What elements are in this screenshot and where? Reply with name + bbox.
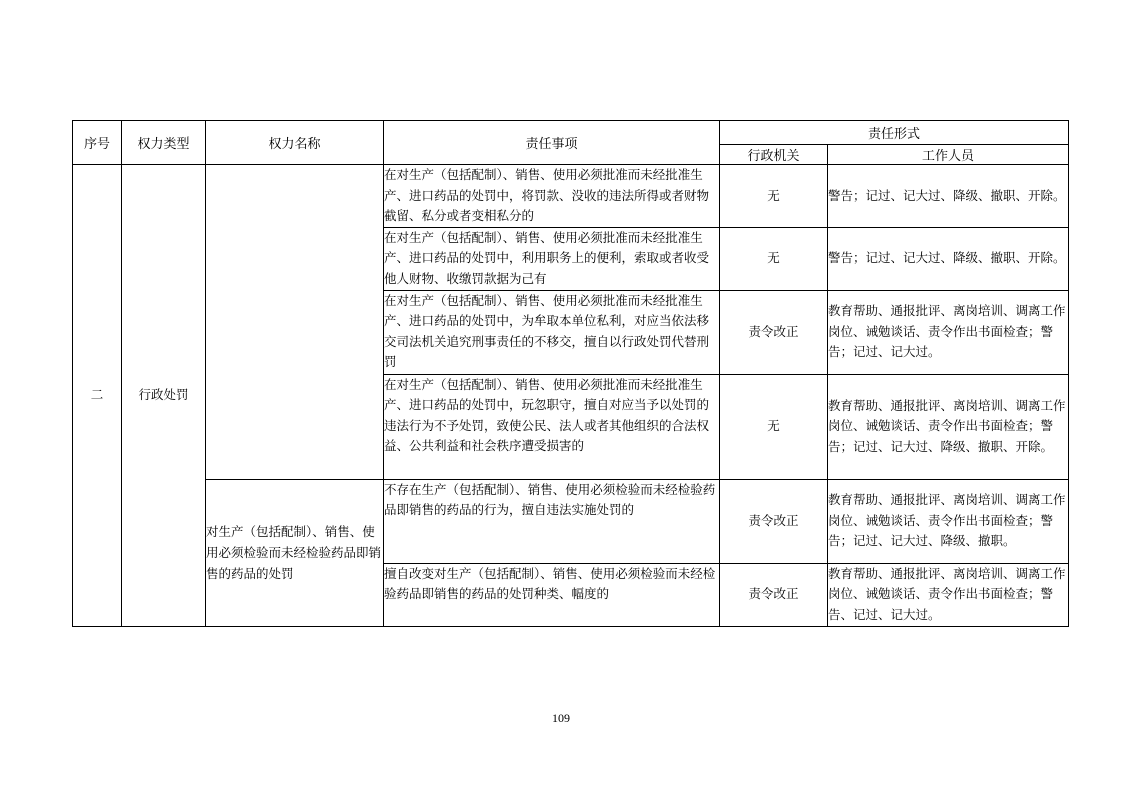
header-duty: 责任事项 — [384, 121, 720, 165]
table-row — [73, 479, 1069, 563]
header-power-name: 权力名称 — [206, 121, 384, 165]
header-responsibility-form: 责任形式 — [720, 121, 1069, 145]
duty-cell: 在对生产（包括配制）、销售、使用必须批准而未经批准生产、进口药品的处罚中，将罚款、没收的违法所得或者财物截留、私分或者变相私分的 — [384, 165, 720, 228]
admin-org-cell: 责令改正 — [720, 563, 828, 626]
admin-org-cell: 责令改正 — [720, 290, 828, 374]
power-type-cell: 行政处罚 — [122, 165, 206, 627]
power-name-cell-empty — [206, 165, 384, 480]
admin-org-cell: 无 — [720, 165, 828, 228]
header-admin-org: 行政机关 — [720, 145, 828, 165]
header-power-type: 权力类型 — [122, 121, 206, 165]
header-staff: 工作人员 — [828, 145, 1069, 165]
duty-cell: 在对生产（包括配制）、销售、使用必须批准而未经批准生产、进口药品的处罚中，为牟取本单位私利，对应当依法移交司法机关追究刑事责任的不移交，擅自以行政处罚代替刑罚 — [384, 290, 720, 374]
duty-cell: 擅自改变对生产（包括配制）、销售、使用必须检验而未经检验药品即销售的药品的处罚种类、幅度的 — [384, 563, 720, 626]
staff-cell: 教育帮助、通报批评、离岗培训、调离工作岗位、诫勉谈话、责令作出书面检查；警告、记过、记大过。 — [828, 563, 1069, 626]
admin-org-cell: 无 — [720, 227, 828, 290]
duty-cell: 在对生产（包括配制）、销售、使用必须批准而未经批准生产、进口药品的处罚中，玩忽职守，擅自对应当予以处罚的违法行为不予处罚，致使公民、法人或者其他组织的合法权益、公共利益和社会秩序遭受损害的 — [384, 374, 720, 479]
header-seq: 序号 — [73, 121, 122, 165]
staff-cell: 教育帮助、通报批评、离岗培训、调离工作岗位、诫勉谈话、责令作出书面检查；警告；记过、记大过、降级、撤职、开除。 — [828, 374, 1069, 479]
staff-cell: 教育帮助、通报批评、离岗培训、调离工作岗位、诫勉谈话、责令作出书面检查；警告；记过、记大过。 — [828, 290, 1069, 374]
power-name-cell: 对生产（包括配制）、销售、使用必须检验而未经检验药品即销售的药品的处罚 — [206, 479, 384, 626]
admin-org-cell: 无 — [720, 374, 828, 479]
page-number: 109 — [552, 711, 570, 725]
duty-cell: 不存在生产（包括配制）、销售、使用必须检验而未经检验药品即销售的药品的行为，擅自违法实施处罚的 — [384, 479, 720, 563]
staff-cell: 警告；记过、记大过、降级、撤职、开除。 — [828, 165, 1069, 228]
staff-cell: 教育帮助、通报批评、离岗培训、调离工作岗位、诫勉谈话、责令作出书面检查；警告；记过、记大过、降级、撤职。 — [828, 479, 1069, 563]
staff-cell: 警告；记过、记大过、降级、撤职、开除。 — [828, 227, 1069, 290]
admin-org-cell: 责令改正 — [720, 479, 828, 563]
duty-cell: 在对生产（包括配制）、销售、使用必须批准而未经批准生产、进口药品的处罚中，利用职务上的便利，索取或者收受他人财物、收缴罚款据为己有 — [384, 227, 720, 290]
seq-cell: 二 — [73, 165, 122, 627]
responsibility-table — [72, 120, 1069, 627]
table-row — [73, 165, 1069, 228]
